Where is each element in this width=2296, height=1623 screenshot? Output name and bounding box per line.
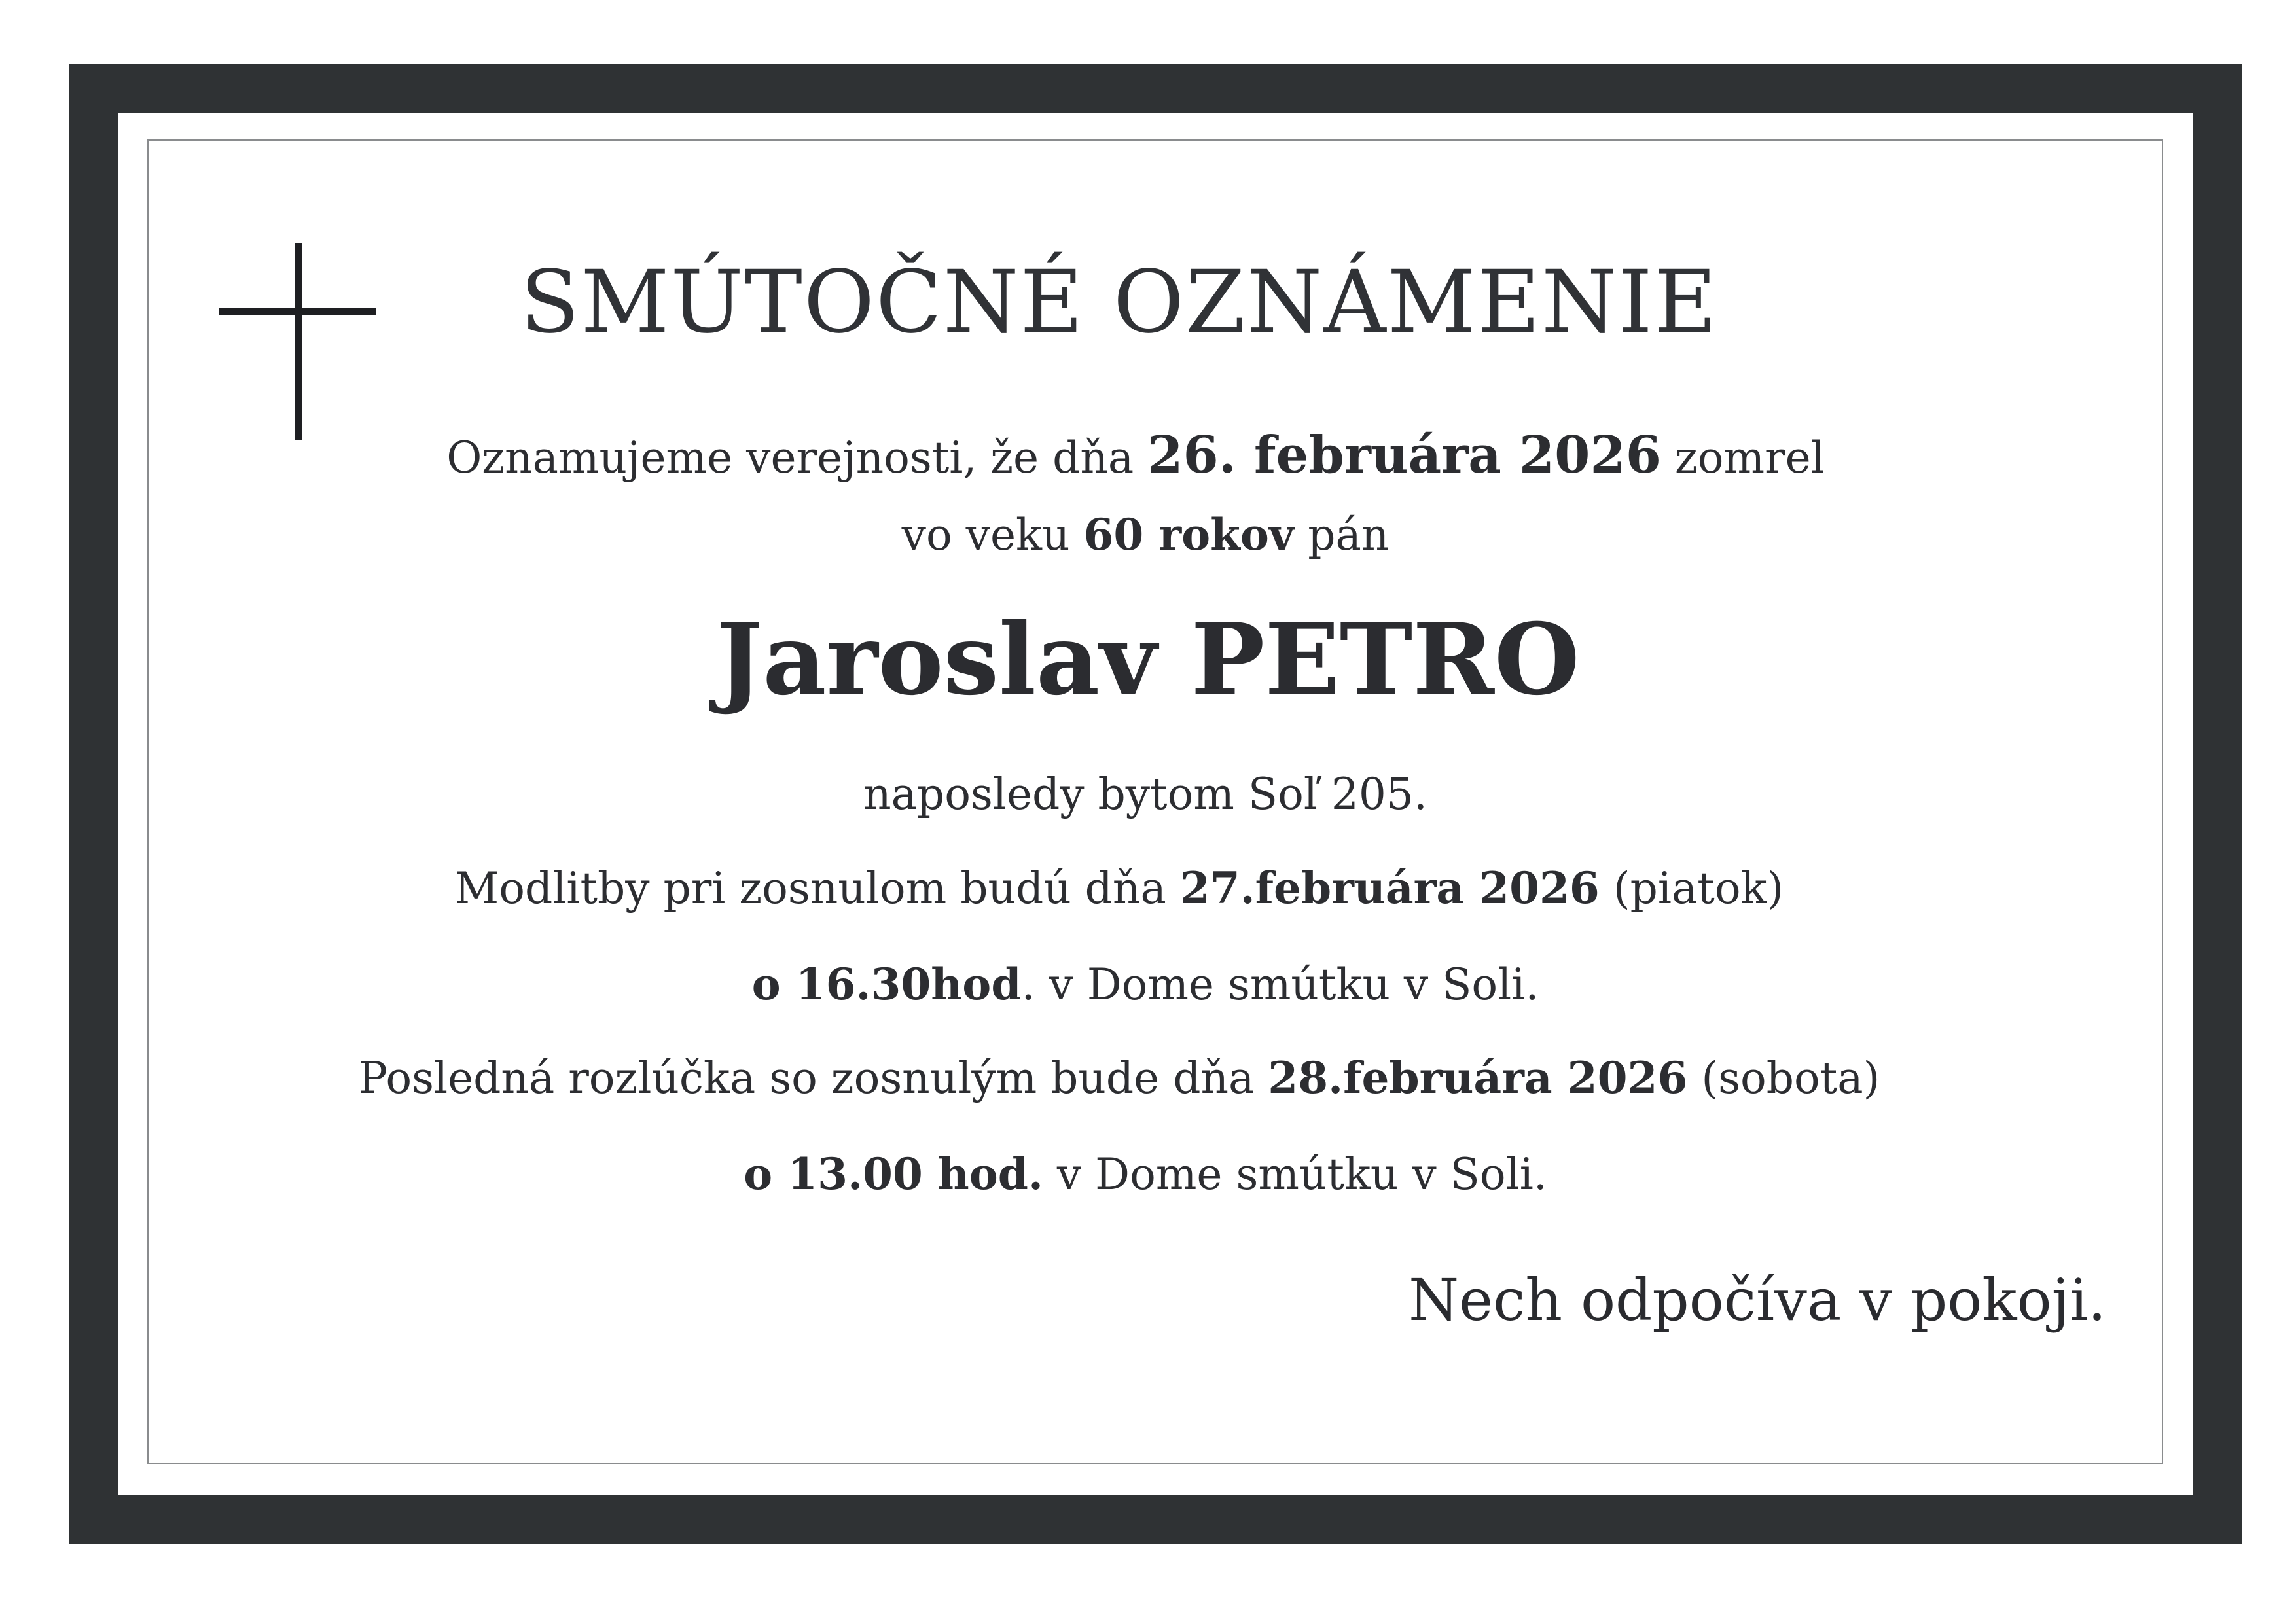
farewell-prefix: Posledná rozlúčka so zosnulým bude dňa <box>358 1053 1268 1103</box>
deceased-name: Jaroslav PETRO <box>716 602 1580 717</box>
farewell-time-line <box>0 1149 2291 1200</box>
notice-title: SMÚTOČNÉ OZNÁMENIE <box>520 252 1719 353</box>
death-date: 26. februára 2026 <box>1147 425 1661 485</box>
announcement-suffix: zomrel <box>1661 433 1825 483</box>
age-value: 60 rokov <box>1083 509 1295 560</box>
prayers-date: 27.februára 2026 <box>1179 863 1600 914</box>
closing-phrase: Nech odpočíva v pokoji. <box>1408 1266 2106 1334</box>
prayers-time: o 16.30hod <box>751 959 1022 1010</box>
announcement-line <box>0 425 2271 485</box>
age-prefix: vo veku <box>901 510 1084 560</box>
farewell-place: v Dome smútku v Soli. <box>1043 1149 1547 1200</box>
age-line <box>0 509 2291 560</box>
age-suffix: pán <box>1294 510 1390 560</box>
prayers-place: . v Dome smútku v Soli. <box>1021 959 1539 1010</box>
prayers-prefix: Modlitby pri zosnulom budú dňa <box>454 863 1180 914</box>
farewell-suffix: (sobota) <box>1687 1053 1880 1103</box>
residence-line: naposledy bytom Soľ 205. <box>863 769 1427 819</box>
farewell-line <box>0 1052 2238 1103</box>
prayers-suffix: (piatok) <box>1599 863 1784 914</box>
farewell-date: 28.februára 2026 <box>1268 1052 1688 1103</box>
prayers-time-line <box>0 959 2291 1010</box>
announcement-prefix: Oznamujeme verejnosti, že dňa <box>446 433 1148 483</box>
farewell-time: o 13.00 hod. <box>744 1149 1043 1200</box>
prayers-line <box>0 863 2238 914</box>
